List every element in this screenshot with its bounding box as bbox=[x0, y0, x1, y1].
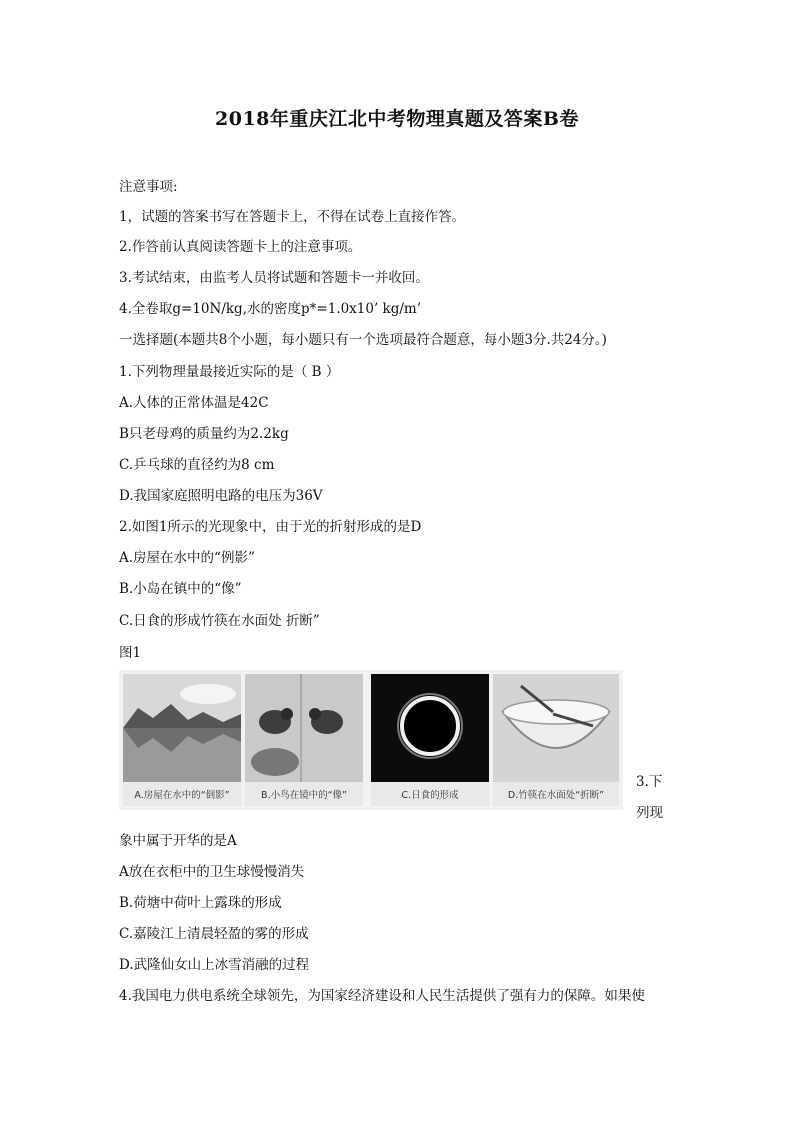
question-3-stem-part-2: 列现 bbox=[636, 805, 663, 821]
figure-panel-solar-eclipse bbox=[371, 674, 489, 806]
note-1: 1，试题的答案书写在答题卡上，不得在试卷上直接作答。 bbox=[119, 209, 466, 225]
figure-caption-a: A.房屋在水中的“倒影” bbox=[123, 782, 241, 806]
question-2-option-a: A.房屋在水中的“例影” bbox=[119, 550, 255, 566]
notes-heading: 注意事项: bbox=[119, 179, 178, 195]
figure-caption-c: C.日食的形成 bbox=[371, 782, 489, 806]
question-3-option-a: A放在衣柜中的卫生球慢慢消失 bbox=[119, 864, 305, 880]
question-2-option-c: C.日食的形成竹筷在水面处 折断” bbox=[119, 613, 320, 629]
question-1-option-d: D.我国家庭照明电路的电压为36V bbox=[119, 488, 323, 504]
question-2-stem: 2.如图1所示的光现象中，由于光的折射形成的是D bbox=[119, 519, 422, 535]
figure-panel-bird-mirror bbox=[245, 674, 363, 806]
figure-panel-chopstick-bowl bbox=[493, 674, 619, 806]
question-1-option-c: C.乒乓球的直径约为8 cm bbox=[119, 457, 275, 473]
question-3-stem-part-1: 3.下 bbox=[636, 774, 663, 790]
page-title: 2018年重庆江北中考物理真题及答案B卷 bbox=[215, 108, 579, 130]
note-2: 2.作答前认真阅读答题卡上的注意事项。 bbox=[119, 239, 362, 255]
question-3-option-d: D.武隆仙女山上冰雪消融的过程 bbox=[119, 957, 310, 973]
question-1-option-b: B只老母鸡的质量约为2.2kg bbox=[119, 426, 289, 442]
question-3-option-b: B.荷塘中荷叶上露珠的形成 bbox=[119, 895, 282, 911]
figure-1 bbox=[119, 670, 623, 810]
figure-label: 图1 bbox=[119, 645, 142, 661]
note-4: 4.全卷取g=10N/kg,水的密度p*=1.0x10’ kg/m’ bbox=[119, 301, 421, 317]
figure-caption-d: D.竹筷在水面处“折断” bbox=[493, 782, 619, 806]
section-heading: 一选择题(本题共8个小题，每小题只有一个选项最符合题意，每小题3分.共24分。) bbox=[119, 332, 607, 348]
question-2-option-b: B.小岛在镇中的“像” bbox=[119, 581, 242, 597]
figure-panel-house-reflection bbox=[123, 674, 241, 806]
question-4-stem: 4.我国电力供电系统全球领先，为国家经济建设和人民生活提供了强有力的保障。如果使 bbox=[119, 988, 645, 1004]
question-1-option-a: A.人体的正常体温是42C bbox=[119, 395, 269, 411]
question-3-option-c: C.嘉陵江上清晨轻盈的雾的形成 bbox=[119, 926, 309, 942]
question-1-stem: 1.下列物理量最接近实际的是（ B ） bbox=[119, 364, 340, 380]
figure-caption-b: B.小鸟在镜中的“像” bbox=[245, 782, 363, 806]
note-3: 3.考试结束，由监考人员将试题和答题卡一并收回。 bbox=[119, 270, 429, 286]
question-3-stem-cont: 象中属于开华的是A bbox=[119, 833, 237, 849]
